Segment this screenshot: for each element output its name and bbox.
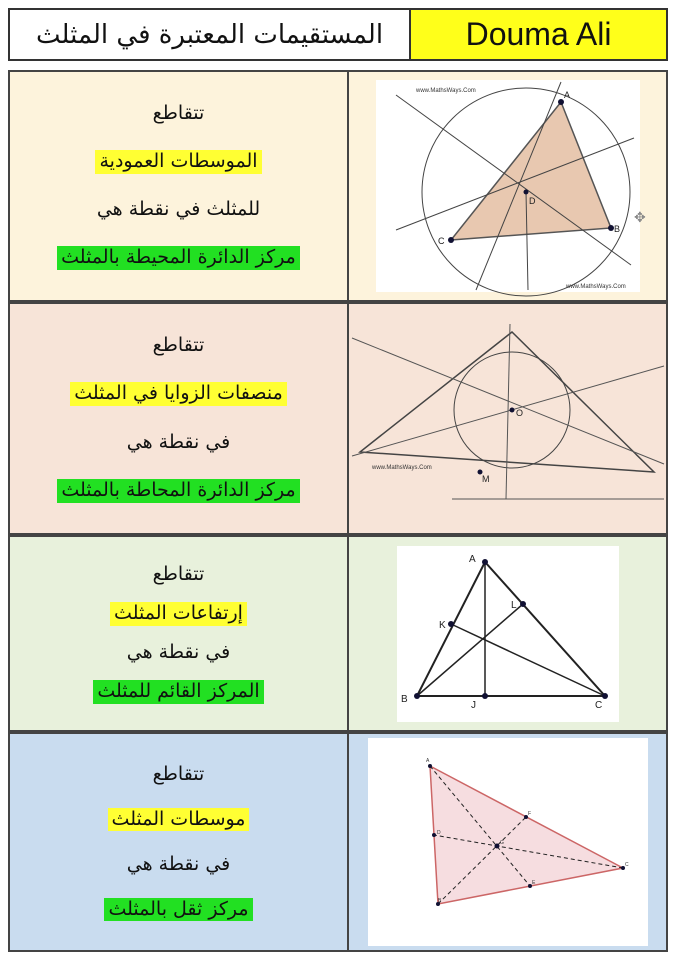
line-result: المركز القائم للمثلث [93,680,263,704]
author-name: Douma Ali [411,10,666,59]
figure-cell [349,72,666,300]
label-o: O [515,407,523,418]
bisector-1 [396,95,631,265]
vertex-c-dot [448,237,454,243]
section-altitudes [8,535,668,732]
header [8,8,668,61]
label-e: E [531,880,535,886]
vertex-a-dot [428,764,432,768]
line-subject: الموسطات العمودية [95,150,261,174]
circumcircle-figure [376,80,646,292]
label-d: D [528,196,535,206]
line-subject: موسطات المثلث [108,808,250,832]
foot-j-dot [482,693,488,699]
move-icon: ✥ [633,209,646,225]
section-angle-bisectors [8,302,668,535]
vertex-c-dot [602,693,608,699]
incenter-dot [509,407,514,412]
incircle-figure [352,324,664,514]
line-intersect: تتقاطع [152,334,205,357]
section-text [10,72,349,300]
line-point: للمثلث في نقطة هي [96,198,261,221]
label-j: J [470,699,476,711]
label-g: G [499,840,504,846]
altitude-c [451,624,605,696]
label-d: D [436,830,441,836]
watermark: www.MathsWays.Com [371,464,432,471]
watermark-bottom: www.MathsWays.Com [565,284,626,290]
vertex-a-dot [482,559,488,565]
line-intersect: تتقاطع [152,102,205,125]
label-b: B [613,224,620,234]
circumcenter-dot [523,190,528,195]
line-result: مركز الدائرة المحيطة بالمثلث [57,246,300,270]
section-text [10,304,349,533]
line-point: في نقطة هي [126,852,231,875]
line-point: في نقطة هي [126,641,231,664]
line-intersect: تتقاطع [152,762,205,785]
label-k: K [438,619,446,631]
triangle [451,102,611,240]
watermark-top: www.MathsWays.Com [415,88,476,94]
midpoint-d-dot [432,833,436,837]
label-b: B [400,693,408,705]
line-subject: منصفات الزوايا في المثلث [70,382,287,406]
section-perpendicular-bisectors [8,70,668,302]
figure-cell [349,537,666,730]
line-point: في نقطة هي [126,430,231,453]
label-l: L [510,599,517,611]
label-b: B [437,898,441,904]
line-subject: إرتفاعات المثلث [110,602,247,626]
label-m: M [481,473,489,484]
figure-cell [349,304,666,533]
figure-cell [349,734,666,950]
label-a: A [425,758,429,764]
foot-k-dot [448,621,454,627]
label-a: A [563,90,570,100]
line-intersect: تتقاطع [152,562,205,585]
label-c: C [624,862,629,868]
line-result: مركز ثقل بالمثلث [104,898,252,922]
label-c: C [437,236,444,246]
vertex-b-dot [414,693,420,699]
centroid-figure [368,738,648,946]
section-text [10,734,349,950]
section-text [10,537,349,730]
label-a: A [468,553,476,565]
page-title: المستقيمات المعتبرة في المثلث [10,10,411,59]
label-c: C [594,699,602,711]
foot-l-dot [520,601,526,607]
centroid-dot [494,844,499,849]
section-medians [8,732,668,952]
line-result: مركز الدائرة المحاطة بالمثلث [57,479,299,503]
orthocenter-figure [397,546,619,722]
label-f: F [527,811,531,817]
